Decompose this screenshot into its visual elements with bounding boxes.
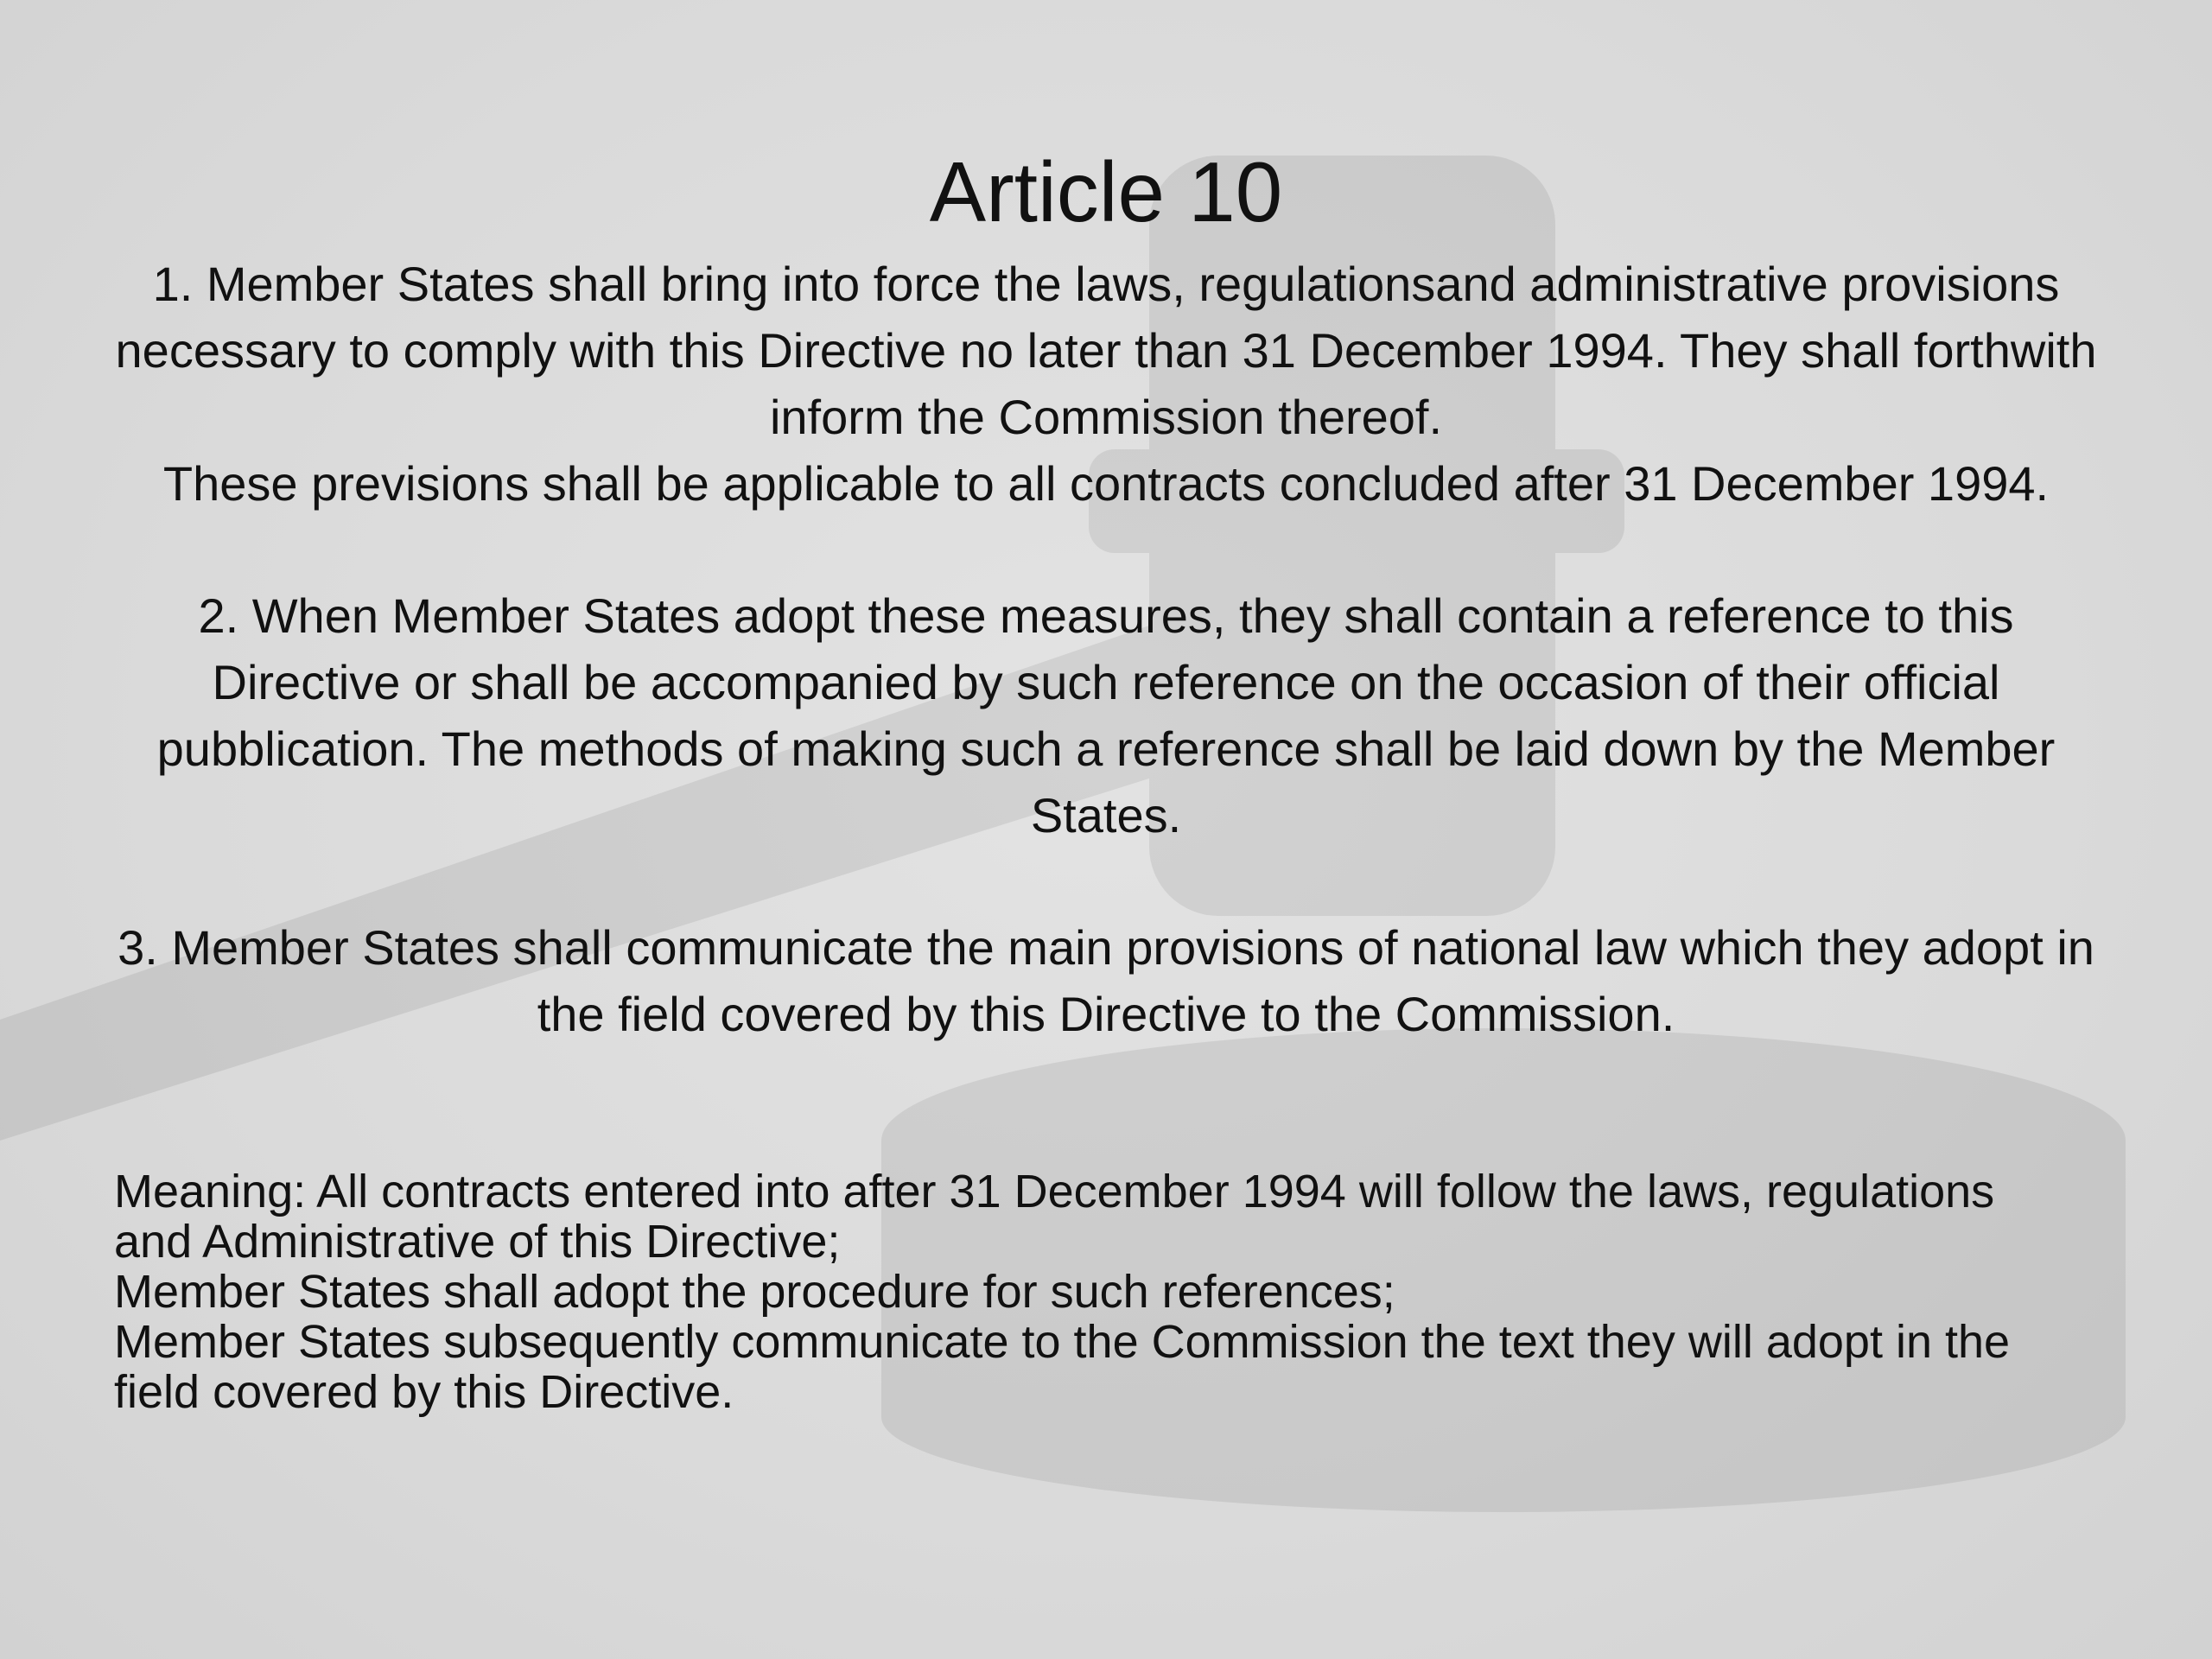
meaning-line: and Administrative of this Directive; <box>114 1216 841 1268</box>
paragraph-1-line: necessary to comply with this Directive no later than 31 December 1994. They shall forthwith <box>115 323 2097 378</box>
slide-title: Article 10 <box>929 144 1283 239</box>
meaning-line: Member States subsequently communicate to the Commission the text they will adopt in the <box>114 1316 2011 1368</box>
paragraph-2 <box>60 582 2152 849</box>
paragraph-3-line: 3. Member States shall communicate the main provisions of national law which they adopt in <box>118 920 2094 975</box>
paragraph-1 <box>60 251 2152 517</box>
paragraph-2-line: pubblication. The methods of making such a reference shall be laid down by the Member <box>156 721 2056 776</box>
meaning-line: field covered by this Directive. <box>114 1366 734 1418</box>
paragraph-2-line: Directive or shall be accompanied by such reference on the occasion of their official <box>212 655 2000 709</box>
paragraph-3 <box>60 914 2152 1047</box>
paragraph-1-line: 1. Member States shall bring into force the laws, regulationsand administrative provisions <box>152 257 2060 311</box>
paragraph-2-line: States. <box>1030 788 1182 842</box>
paragraph-3-line: the field covered by this Directive to the Commission. <box>537 987 1675 1041</box>
paragraph-1-line: These previsions shall be applicable to all contracts concluded after 31 December 1994. <box>162 456 2050 511</box>
paragraph-2-line: 2. When Member States adopt these measures, they shall contain a reference to this <box>198 588 2014 643</box>
meaning-line: Member States shall adopt the procedure for such references; <box>114 1266 1395 1318</box>
meaning-note <box>114 1166 2127 1417</box>
meaning-line: Meaning: All contracts entered into after 31 December 1994 will follow the laws, regulations <box>114 1166 1995 1217</box>
paragraph-1-line: inform the Commission thereof. <box>769 390 1443 444</box>
